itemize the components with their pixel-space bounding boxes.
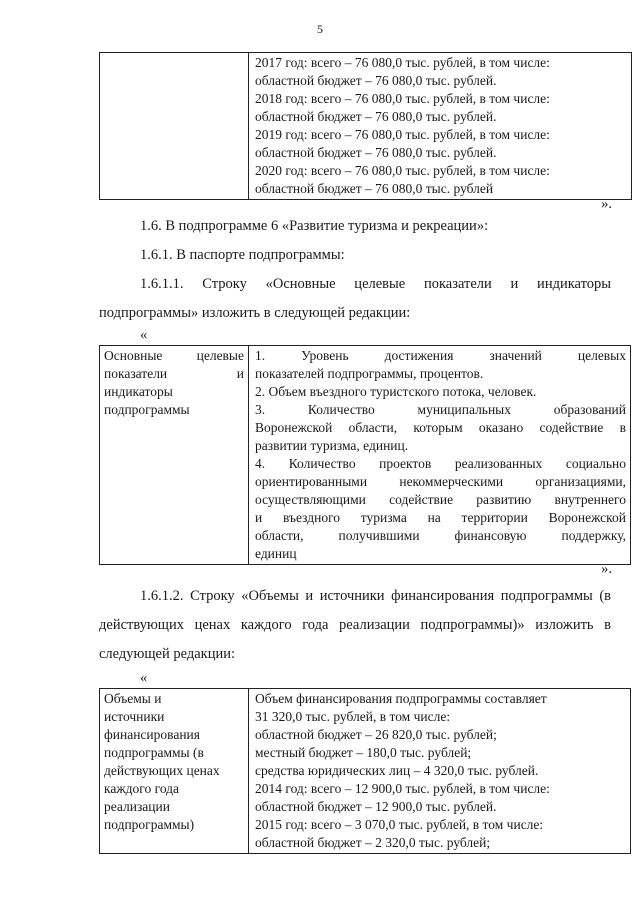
text-line: средства юридических лиц – 4 320,0 тыс. рублей. xyxy=(255,763,539,778)
paragraph-line: 1.6.1.2. Строку «Объемы и источники финансирования подпрограммы (в xyxy=(140,588,611,604)
page-number: 5 xyxy=(317,22,323,36)
text-line: ориентированными некоммерческими организациями, xyxy=(255,474,626,489)
label-line: действующих ценах xyxy=(104,763,220,778)
text-line: областной бюджет – 76 080,0 тыс. рублей xyxy=(255,181,494,196)
label-line: финансирования xyxy=(104,727,200,742)
text-line: 2017 год: всего – 76 080,0 тыс. рублей, в том числе: xyxy=(255,55,550,70)
table-financing-continued xyxy=(99,52,632,200)
text-line: Воронежской области, которым оказано содействие в xyxy=(255,420,626,435)
text-line: осуществляющими содействие развитию внутреннего xyxy=(255,492,626,507)
paragraph-line: действующих ценах каждого года реализации подпрограммы)» изложить в xyxy=(99,617,611,633)
text-line: областной бюджет – 26 820,0 тыс. рублей; xyxy=(255,727,497,742)
label-line: показатели и xyxy=(104,366,244,381)
paragraph-1-6-1-1 xyxy=(99,270,611,328)
opening-quote: « xyxy=(140,327,148,343)
table-row xyxy=(100,689,631,854)
text-line: 2019 год: всего – 76 080,0 тыс. рублей, в том числе: xyxy=(255,127,550,142)
text-line: областной бюджет – 76 080,0 тыс. рублей. xyxy=(255,109,497,124)
text-line: 2014 год: всего – 12 900,0 тыс. рублей, в том числе: xyxy=(255,781,550,796)
opening-quote: « xyxy=(140,670,148,686)
closing-quote: ». xyxy=(601,561,612,577)
text-line: показателей подпрограммы, процентов. xyxy=(255,366,484,381)
label-line: источники xyxy=(104,709,165,724)
paragraph-line: следующей редакции: xyxy=(99,646,236,662)
text-line: областной бюджет – 2 320,0 тыс. рублей; xyxy=(255,835,491,850)
text-line: области, получившими финансовую поддержку, xyxy=(255,528,626,543)
table-cell-content xyxy=(249,689,631,854)
label-line: подпрограммы (в xyxy=(104,745,204,760)
text-line: и въездного туризма на территории Воронежской xyxy=(255,510,626,525)
text-line: областной бюджет – 76 080,0 тыс. рублей. xyxy=(255,145,497,160)
paragraph-1-6-1: 1.6.1. В паспорте подпрограммы: xyxy=(140,247,345,263)
label-line: подпрограммы) xyxy=(104,817,195,832)
label-line: Основные целевые xyxy=(104,348,244,363)
text-line: единиц xyxy=(255,546,297,561)
text-line: 1. Уровень достижения значений целевых xyxy=(255,348,626,363)
table-cell-content xyxy=(249,53,632,200)
text-line: 2015 год: всего – 3 070,0 тыс. рублей, в том числе: xyxy=(255,817,544,832)
table-row xyxy=(100,346,631,565)
text-line: 2018 год: всего – 76 080,0 тыс. рублей, в том числе: xyxy=(255,91,550,106)
text-line: 31 320,0 тыс. рублей, в том числе: xyxy=(255,709,451,724)
text-line: 2. Объем въездного туристского потока, человек. xyxy=(255,384,537,399)
paragraph-line: подпрограммы» изложить в следующей редакции: xyxy=(99,305,411,321)
text-line: областной бюджет – 76 080,0 тыс. рублей. xyxy=(255,73,497,88)
table-cell-label-empty xyxy=(100,53,249,200)
table-indicators xyxy=(99,345,631,565)
table-cell-content xyxy=(249,346,631,565)
text-line: 3. Количество муниципальных образований xyxy=(255,402,626,417)
closing-quote: ». xyxy=(601,196,612,212)
label-line: каждого года xyxy=(104,781,180,796)
paragraph-1-6-1-2 xyxy=(99,582,611,669)
table-financing xyxy=(99,688,631,854)
label-line: подпрограммы xyxy=(104,402,190,417)
text-line: 4. Количество проектов реализованных социально xyxy=(255,456,626,471)
table-cell-label xyxy=(100,346,249,565)
table-row xyxy=(100,53,632,200)
text-line: 2020 год: всего – 76 080,0 тыс. рублей, в том числе: xyxy=(255,163,550,178)
text-line: местный бюджет – 180,0 тыс. рублей; xyxy=(255,745,472,760)
table-cell-label xyxy=(100,689,249,854)
label-line: индикаторы xyxy=(104,384,173,399)
text-line: Объем финансирования подпрограммы составляет xyxy=(255,691,547,706)
label-line: реализации xyxy=(104,799,170,814)
paragraph-line: 1.6.1.1. Строку «Основные целевые показатели и индикаторы xyxy=(140,276,611,292)
text-line: областной бюджет – 12 900,0 тыс. рублей. xyxy=(255,799,497,814)
text-line: развитии туризма, единиц. xyxy=(255,438,409,453)
label-line: Объемы и xyxy=(104,691,162,706)
paragraph-1-6: 1.6. В подпрограмме 6 «Развитие туризма и рекреации»: xyxy=(140,218,489,234)
